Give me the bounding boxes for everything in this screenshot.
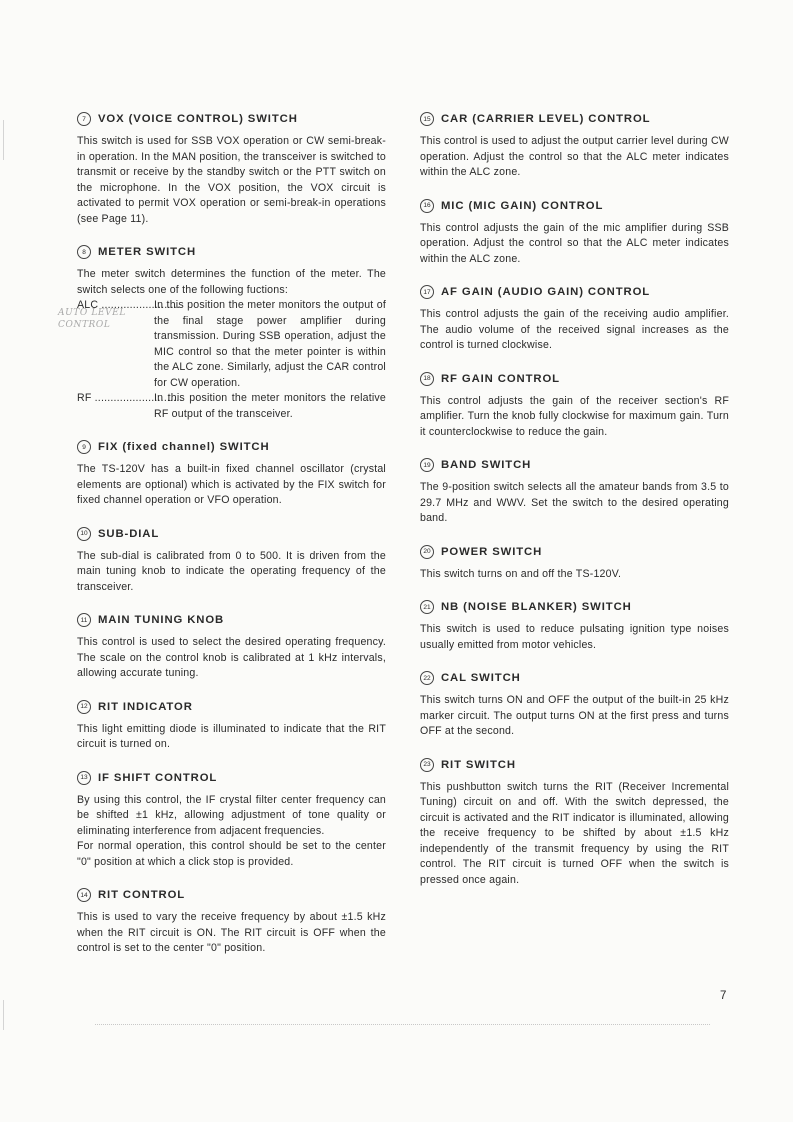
definition-term: RF ............................ bbox=[77, 392, 183, 404]
section bbox=[420, 372, 729, 441]
definition-term: ALC ......................... bbox=[77, 299, 180, 311]
section-heading bbox=[77, 888, 386, 902]
section bbox=[77, 613, 386, 682]
section-number-badge: 12 bbox=[77, 700, 91, 714]
section-heading bbox=[420, 545, 729, 559]
section-title: POWER SWITCH bbox=[441, 545, 543, 558]
section-title: RF GAIN CONTROL bbox=[441, 372, 560, 385]
section-number-badge: 19 bbox=[420, 458, 434, 472]
section-title: RIT SWITCH bbox=[441, 758, 516, 771]
section-number-badge: 10 bbox=[77, 527, 91, 541]
section-title: VOX (VOICE CONTROL) SWITCH bbox=[98, 113, 298, 125]
section-number-badge: 11 bbox=[77, 613, 91, 627]
section-heading bbox=[420, 285, 729, 299]
section-heading bbox=[420, 671, 729, 685]
page-number: 7 bbox=[720, 990, 727, 1002]
section-number-badge: 18 bbox=[420, 372, 434, 386]
section bbox=[420, 199, 729, 268]
section-heading bbox=[77, 440, 386, 454]
section-paragraph: This control is used to select the desired operating frequency. The scale on the control knob is calibrated at 1 kHz intervals, allowing accurate tuning. bbox=[77, 636, 386, 679]
section-paragraph: This switch is used to reduce pulsating ignition type noises usually emitted from motor vehicles. bbox=[420, 623, 729, 651]
definition-description: In this position the meter monitors the output of the final stage power amplifier during transmission. During SSB operation, adjust the MIC control so that the meter pointer is within the ALC zone. Similarly, adjust the CAR control for CW operation. bbox=[154, 299, 386, 389]
section-heading bbox=[420, 758, 729, 772]
scan-edge-mark bbox=[3, 120, 4, 160]
section-heading bbox=[420, 600, 729, 614]
section-title: NB (NOISE BLANKER) SWITCH bbox=[441, 601, 632, 613]
handwritten-annotation bbox=[58, 307, 138, 331]
section-paragraph: This control adjusts the gain of the receiving audio amplifier. The audio volume of the received signal increases as the control is turned clockwise. bbox=[420, 308, 729, 351]
section bbox=[77, 527, 386, 596]
section-heading bbox=[420, 199, 729, 213]
section-title: AF GAIN (AUDIO GAIN) CONTROL bbox=[441, 286, 651, 298]
section-title: CAL SWITCH bbox=[441, 672, 521, 684]
section-number-badge: 7 bbox=[77, 112, 91, 126]
section-heading bbox=[77, 112, 386, 126]
section-paragraph: The 9-position switch selects all the amateur bands from 3.5 to 29.7 MHz and WWV. Set the switch to the desired operating band. bbox=[420, 481, 729, 524]
section bbox=[420, 600, 729, 653]
section-number-badge: 23 bbox=[420, 758, 434, 772]
section-title: CAR (CARRIER LEVEL) CONTROL bbox=[441, 113, 651, 125]
section-paragraph: This is used to vary the receive frequency by about ±1.5 kHz when the RIT circuit is ON. The RIT circuit is OFF when the control is set to the center "0" position. bbox=[77, 911, 386, 954]
section-title: SUB-DIAL bbox=[98, 527, 160, 540]
section bbox=[420, 758, 729, 889]
section bbox=[420, 285, 729, 354]
section-number-badge: 15 bbox=[420, 112, 434, 126]
definition-description: In this position the meter monitors the relative RF output of the transceiver. bbox=[154, 392, 386, 420]
section-paragraph: This pushbutton switch turns the RIT (Receiver Incremental Tuning) circuit on and off. With the switch depressed, the circuit is activated and the RIT indicator is illuminated, allowing the receive frequency to be shifted by about ±1.5 kHz independently of the transmit frequency by using the RIT control. The RIT circuit is turned OFF when the switch is pressed once again. bbox=[420, 780, 729, 886]
section-heading bbox=[77, 700, 386, 714]
section bbox=[77, 771, 386, 871]
section-number-badge: 9 bbox=[77, 440, 91, 454]
left-column bbox=[77, 112, 386, 975]
section bbox=[77, 112, 386, 227]
section-number-badge: 17 bbox=[420, 285, 434, 299]
scan-artifact-line bbox=[95, 1024, 710, 1025]
section bbox=[420, 458, 729, 527]
section-paragraph: This control adjusts the gain of the receiver section's RF amplifier. Turn the knob fully clockwise for maximum gain. Turn it counterclockwise to reduce the gain. bbox=[420, 394, 729, 438]
section bbox=[77, 245, 386, 422]
section-number-badge: 16 bbox=[420, 199, 434, 213]
section-title: METER SWITCH bbox=[98, 246, 197, 258]
section-paragraph: The TS-120V has a built-in fixed channel oscillator (crystal elements are optional) which is activated by the FIX switch for fixed channel operation or VFO operation. bbox=[77, 463, 386, 506]
section-title: MAIN TUNING KNOB bbox=[98, 614, 225, 626]
section-title: FIX (fixed channel) SWITCH bbox=[98, 441, 270, 453]
section-heading bbox=[77, 245, 386, 259]
section-paragraph: The meter switch determines the function of the meter. The switch selects one of the following fuctions: bbox=[77, 268, 386, 296]
scan-edge-mark bbox=[3, 1000, 4, 1030]
section-title: BAND SWITCH bbox=[441, 459, 532, 471]
section-paragraph: This control adjusts the gain of the mic amplifier during SSB operation. Adjust the control so that the ALC meter indicates within the ALC zone. bbox=[420, 221, 729, 265]
definition-row bbox=[77, 391, 386, 422]
section bbox=[420, 671, 729, 740]
right-column bbox=[420, 112, 729, 906]
section-heading bbox=[77, 771, 386, 785]
section-number-badge: 21 bbox=[420, 600, 434, 614]
section-title: IF SHIFT CONTROL bbox=[98, 771, 218, 784]
section-heading bbox=[77, 527, 386, 541]
section-paragraph: This switch is used for SSB VOX operation or CW semi-break-in operation. In the MAN position, the transceiver is switched to transmit or receive by the standby switch or the PTT switch on the microphone. In the VOX position, the VOX circuit is activated to permit VOX operation or semi-break-in operations (see Page 11). bbox=[77, 135, 386, 225]
section-paragraph: For normal operation, this control should be set to the center "0" position at which a click stop is provided. bbox=[77, 840, 386, 868]
section-number-badge: 14 bbox=[77, 888, 91, 902]
section-paragraph: By using this control, the IF crystal filter center frequency can be shifted ±1 kHz, allowing adjustment of tone quality or eliminating interference from adjacent frequencies. bbox=[77, 793, 386, 837]
section-paragraph: This switch turns ON and OFF the output of the built-in 25 kHz marker circuit. The output turns ON at the first press and turns OFF at the second. bbox=[420, 694, 729, 737]
handnote-line: AUTO LEVEL bbox=[58, 308, 126, 318]
section-title: RIT INDICATOR bbox=[98, 700, 193, 713]
section-heading bbox=[77, 613, 386, 627]
section-title: RIT CONTROL bbox=[98, 889, 186, 901]
section-heading bbox=[420, 458, 729, 472]
section-heading bbox=[420, 112, 729, 126]
section-paragraph: This switch turns on and off the TS-120V. bbox=[420, 567, 622, 580]
section-number-badge: 13 bbox=[77, 771, 91, 785]
section-heading bbox=[420, 372, 729, 386]
handnote-line: CONTROL bbox=[58, 320, 111, 330]
section-number-badge: 20 bbox=[420, 545, 434, 559]
section-title: MIC (MIC GAIN) CONTROL bbox=[441, 199, 604, 212]
section bbox=[77, 888, 386, 957]
section bbox=[77, 700, 386, 753]
section bbox=[420, 112, 729, 181]
section-paragraph: This light emitting diode is illuminated to indicate that the RIT circuit is turned on. bbox=[77, 722, 386, 750]
section bbox=[420, 545, 729, 583]
section-number-badge: 8 bbox=[77, 245, 91, 259]
section-paragraph: The sub-dial is calibrated from 0 to 500. It is driven from the main tuning knob to indicate the operating frequency of the transceiver. bbox=[77, 549, 386, 593]
section-paragraph: This control is used to adjust the output carrier level during CW operation. Adjust the control so that the ALC meter indicates within the ALC zone. bbox=[420, 135, 729, 178]
section bbox=[77, 440, 386, 509]
section-number-badge: 22 bbox=[420, 671, 434, 685]
